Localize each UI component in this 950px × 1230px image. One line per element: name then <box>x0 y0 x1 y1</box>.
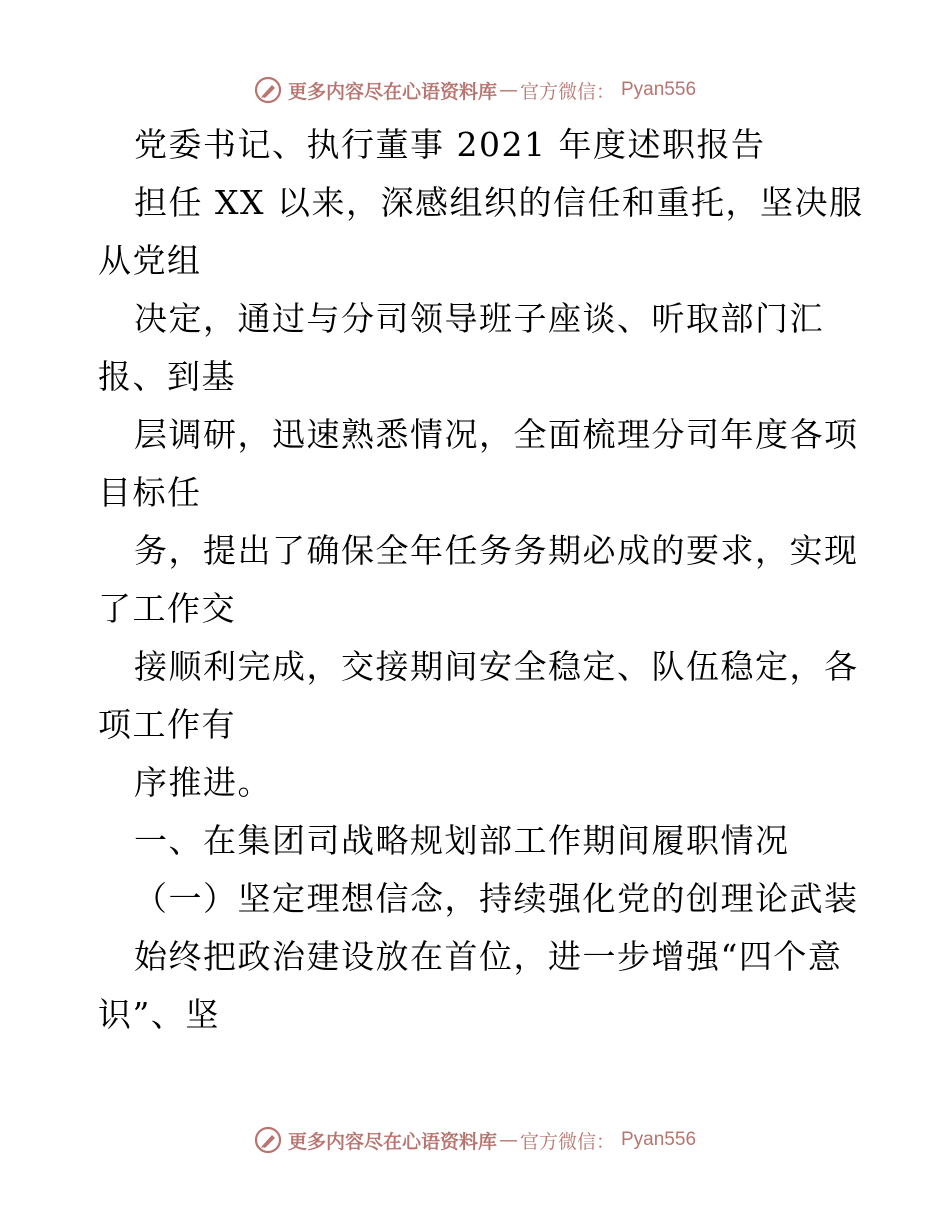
paragraph-line: 报、到基 <box>98 357 236 396</box>
paragraph-line: 了工作交 <box>98 589 236 628</box>
watermark-id: Pyan556 <box>621 79 697 100</box>
paragraph-line: 目标任 <box>98 473 202 512</box>
paragraph-line: 决定，通过与分司领导班子座谈、听取部门汇 <box>134 299 824 338</box>
watermark-separator: — <box>498 79 518 101</box>
watermark-text: 更多内容尽在心语资料库 <box>287 80 497 103</box>
subsection-heading: （一）坚定理想信念，持续强化党的创理论武装 <box>134 879 859 918</box>
watermark-label: 官方微信： <box>519 1130 615 1153</box>
section-heading: 一、在集团司战略规划部工作期间履职情况 <box>134 821 790 860</box>
watermark-separator: — <box>498 1129 518 1151</box>
paragraph-line: 始终把政治建设放在首位，进一步增强“四个意 <box>134 937 843 976</box>
paragraph-line: 担任 XX 以来，深感组织的信任和重托，坚决服 <box>134 183 864 222</box>
document-title: 党委书记、执行董事 2021 年度述职报告 <box>134 125 766 164</box>
footer-watermark <box>0 1120 950 1160</box>
watermark-text: 更多内容尽在心语资料库 <box>287 1130 497 1153</box>
document-body <box>98 116 864 1044</box>
paragraph-line: 项工作有 <box>98 705 236 744</box>
paragraph-line: 务，提出了确保全年任务务期必成的要求，实现 <box>134 531 859 570</box>
paragraph-line: 接顺利完成，交接期间安全稳定、队伍稳定，各 <box>134 647 859 686</box>
watermark-label: 官方微信： <box>519 80 615 103</box>
paragraph-line: 层调研，迅速熟悉情况，全面梳理分司年度各项 <box>134 415 859 454</box>
watermark-id: Pyan556 <box>621 1129 697 1150</box>
header-watermark <box>0 70 950 110</box>
paragraph-line: 从党组 <box>98 241 202 280</box>
pen-logo-icon <box>254 1126 282 1154</box>
pen-logo-icon <box>254 76 282 104</box>
paragraph-line: 识”、坚 <box>98 995 220 1034</box>
paragraph-line: 序推进。 <box>134 763 272 802</box>
